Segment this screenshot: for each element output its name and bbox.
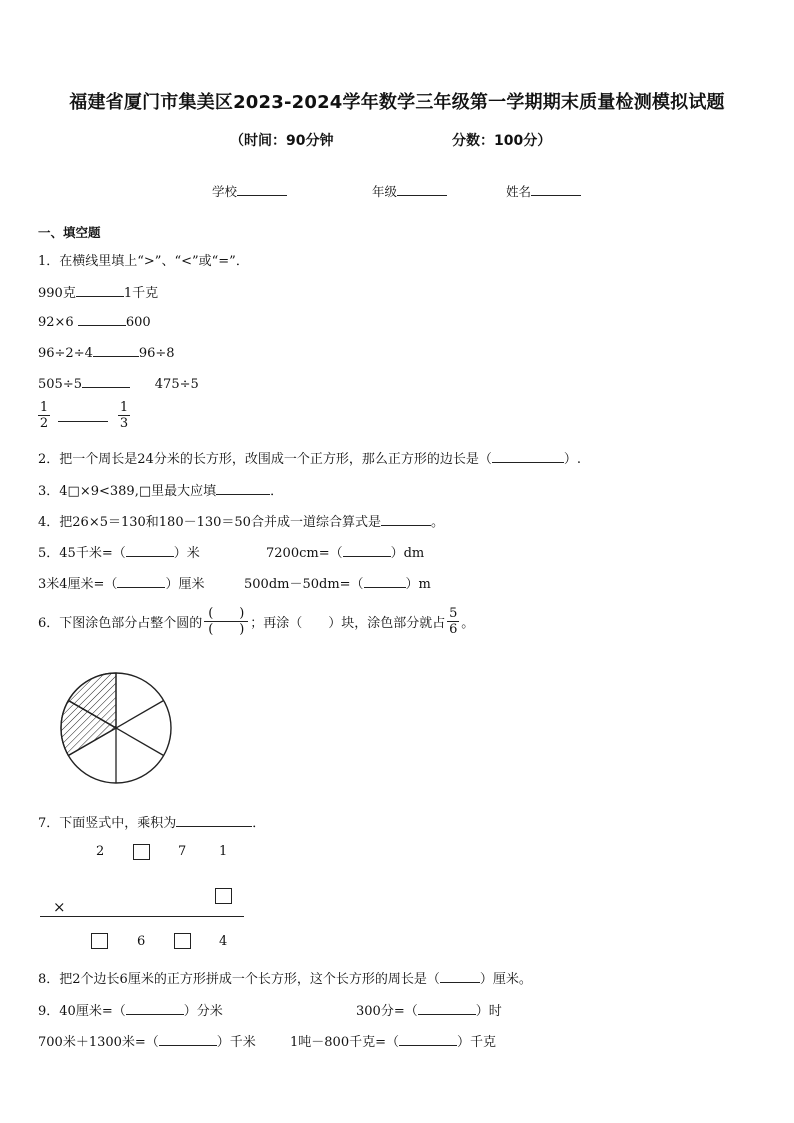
q1-e-left-num: 1: [39, 400, 49, 415]
q5-a: [38, 542, 200, 561]
q1-row-a: [38, 282, 158, 301]
q1-a-right: 1千克: [123, 286, 159, 301]
q1-b-blank[interactable]: [78, 313, 126, 326]
q1-d-left: 505÷5: [38, 377, 82, 392]
times-sign: ×: [53, 898, 66, 916]
q4-text: 4．把26×5＝130和180－130＝50合并成一道综合算式是: [38, 515, 381, 530]
q9-a: [38, 1000, 223, 1019]
q3: [38, 480, 283, 499]
name-label: 姓名: [506, 184, 532, 199]
q1-e-right-num: 1: [119, 400, 129, 415]
q1-e-right-fraction: [118, 400, 130, 431]
q6-den: 6: [449, 622, 458, 637]
q5-a-blank[interactable]: [126, 544, 174, 557]
q1-a-left: 990克: [38, 286, 76, 301]
q5-b-text: 7200cm=（: [266, 546, 343, 561]
q7-text: 7．下面竖式中，乘积为: [38, 816, 177, 831]
q9-a-text: 9．40厘米=（: [38, 1004, 126, 1019]
digit-box[interactable]: [215, 888, 232, 904]
q9-c: [38, 1031, 256, 1050]
q8-text: 8．把2个边长6厘米的正方形拼成一个长方形，这个长方形的周长是（: [38, 972, 440, 987]
q7-end: ．: [252, 816, 266, 831]
q5-c-text: 3米4厘米=（: [38, 577, 118, 592]
q5-c-blank[interactable]: [117, 575, 165, 588]
name-field[interactable]: [506, 182, 581, 200]
q1-e-left-fraction: [38, 400, 50, 431]
q8-blank[interactable]: [440, 970, 480, 983]
q7-digit: 6: [137, 934, 146, 949]
digit-box[interactable]: [91, 933, 108, 949]
grade-field[interactable]: [372, 182, 447, 200]
q6-target-fraction: [447, 606, 459, 637]
name-blank[interactable]: [531, 183, 581, 196]
school-label: 学校: [212, 184, 238, 199]
circle-figure: [58, 670, 174, 786]
q9-b-text: 300分=（: [356, 1004, 418, 1019]
q4-blank[interactable]: [381, 513, 431, 526]
section-title: 一、填空题: [38, 225, 101, 240]
q9-a-unit: ）分米: [183, 1004, 223, 1019]
q1-c-right: 96÷8: [138, 346, 175, 361]
q7-digit: 4: [219, 934, 228, 949]
q7-digit: 7: [178, 844, 187, 859]
q1-row-b: [38, 313, 151, 330]
page-title: 福建省厦门市集美区2023-2024学年数学三年级第一学期期末质量检测模拟试题: [69, 92, 725, 113]
q9-b-unit: ）时: [475, 1004, 502, 1019]
digit-box[interactable]: [174, 933, 191, 949]
q5-d: [244, 573, 431, 592]
q6-answer-fraction[interactable]: [204, 606, 248, 637]
q3-blank[interactable]: [216, 482, 270, 495]
q1-e-right-den: 3: [119, 416, 129, 431]
grade-label: 年级: [372, 184, 398, 199]
q9-d-unit: ）千克: [456, 1035, 496, 1050]
q9-a-blank[interactable]: [126, 1002, 184, 1015]
q1-d-right: 475÷5: [154, 377, 199, 392]
school-field[interactable]: [212, 182, 287, 200]
q9-d: [290, 1031, 496, 1050]
q1-a-blank[interactable]: [76, 284, 124, 297]
q6-num: 5: [449, 606, 458, 621]
q1-c-left: 96÷2÷4: [38, 346, 93, 361]
q7-digit: 1: [219, 844, 228, 859]
q9-d-text: 1吨－800千克=（: [290, 1035, 399, 1050]
q6-text1: 6．下图涂色部分占整个圆的: [38, 616, 203, 631]
q5-a-unit: ）米: [173, 546, 200, 561]
q9-d-blank[interactable]: [399, 1033, 457, 1046]
q5-a-text: 5．45千米=（: [38, 546, 126, 561]
q1-stem: 1．在横线里填上“>”、“<”或“=”．: [38, 254, 249, 269]
product-line: [40, 916, 244, 917]
q1-row-c: [38, 344, 175, 361]
q2-text: 2．把一个周长是24分米的长方形，改围成一个正方形，那么正方形的边长是（: [38, 452, 492, 467]
q7-digit: 2: [96, 844, 105, 859]
q9-b: [356, 1000, 502, 1019]
q4: [38, 511, 444, 530]
exam-time: （时间：90分钟: [230, 133, 334, 149]
q1-e-blank[interactable]: [58, 421, 108, 422]
q5-b: [266, 542, 424, 561]
q1-row-d: [38, 375, 199, 392]
q8-end: ）厘米。: [479, 972, 532, 987]
q1-e-left-den: 2: [39, 416, 49, 431]
grade-blank[interactable]: [397, 183, 447, 196]
q5-b-unit: ）dm: [390, 546, 425, 561]
q4-end: 。: [430, 515, 444, 530]
q2-end: ）.: [563, 452, 581, 467]
q5-c: [38, 573, 204, 592]
q5-d-unit: ）m: [405, 577, 431, 592]
q9-c-unit: ）千米: [216, 1035, 256, 1050]
school-blank[interactable]: [237, 183, 287, 196]
q9-c-text: 700米＋1300米=（: [38, 1035, 159, 1050]
q6-frac-den: ( ): [208, 622, 245, 637]
q8: [38, 968, 532, 987]
q9-b-blank[interactable]: [418, 1002, 476, 1015]
exam-score: 分数：100分）: [452, 133, 552, 149]
q5-d-blank[interactable]: [364, 575, 406, 588]
q5-d-text: 500dm－50dm=（: [244, 577, 364, 592]
digit-box[interactable]: [133, 844, 150, 860]
q1-row-e: [38, 400, 130, 431]
q3-text: 3．4□×9<389,□里最大应填: [38, 484, 217, 499]
q1-d-blank[interactable]: [82, 375, 130, 388]
q6-frac-num: ( ): [208, 606, 245, 621]
q2-blank[interactable]: [492, 450, 564, 463]
q2: [38, 448, 581, 467]
q7: [38, 812, 265, 831]
q1-b-left: 92×6: [38, 315, 74, 330]
q5-b-blank[interactable]: [343, 544, 391, 557]
q5-c-unit: ）厘米: [165, 577, 205, 592]
q7-blank[interactable]: [176, 814, 252, 827]
q3-end: ．: [270, 484, 284, 499]
q6-end: 。: [461, 616, 475, 631]
q1-c-blank[interactable]: [93, 344, 139, 357]
q6-text2: ；再涂（ ）块，涂色部分就占: [250, 616, 446, 631]
q9-c-blank[interactable]: [159, 1033, 217, 1046]
q1-b-right: 600: [125, 315, 151, 330]
q6: [38, 606, 474, 637]
